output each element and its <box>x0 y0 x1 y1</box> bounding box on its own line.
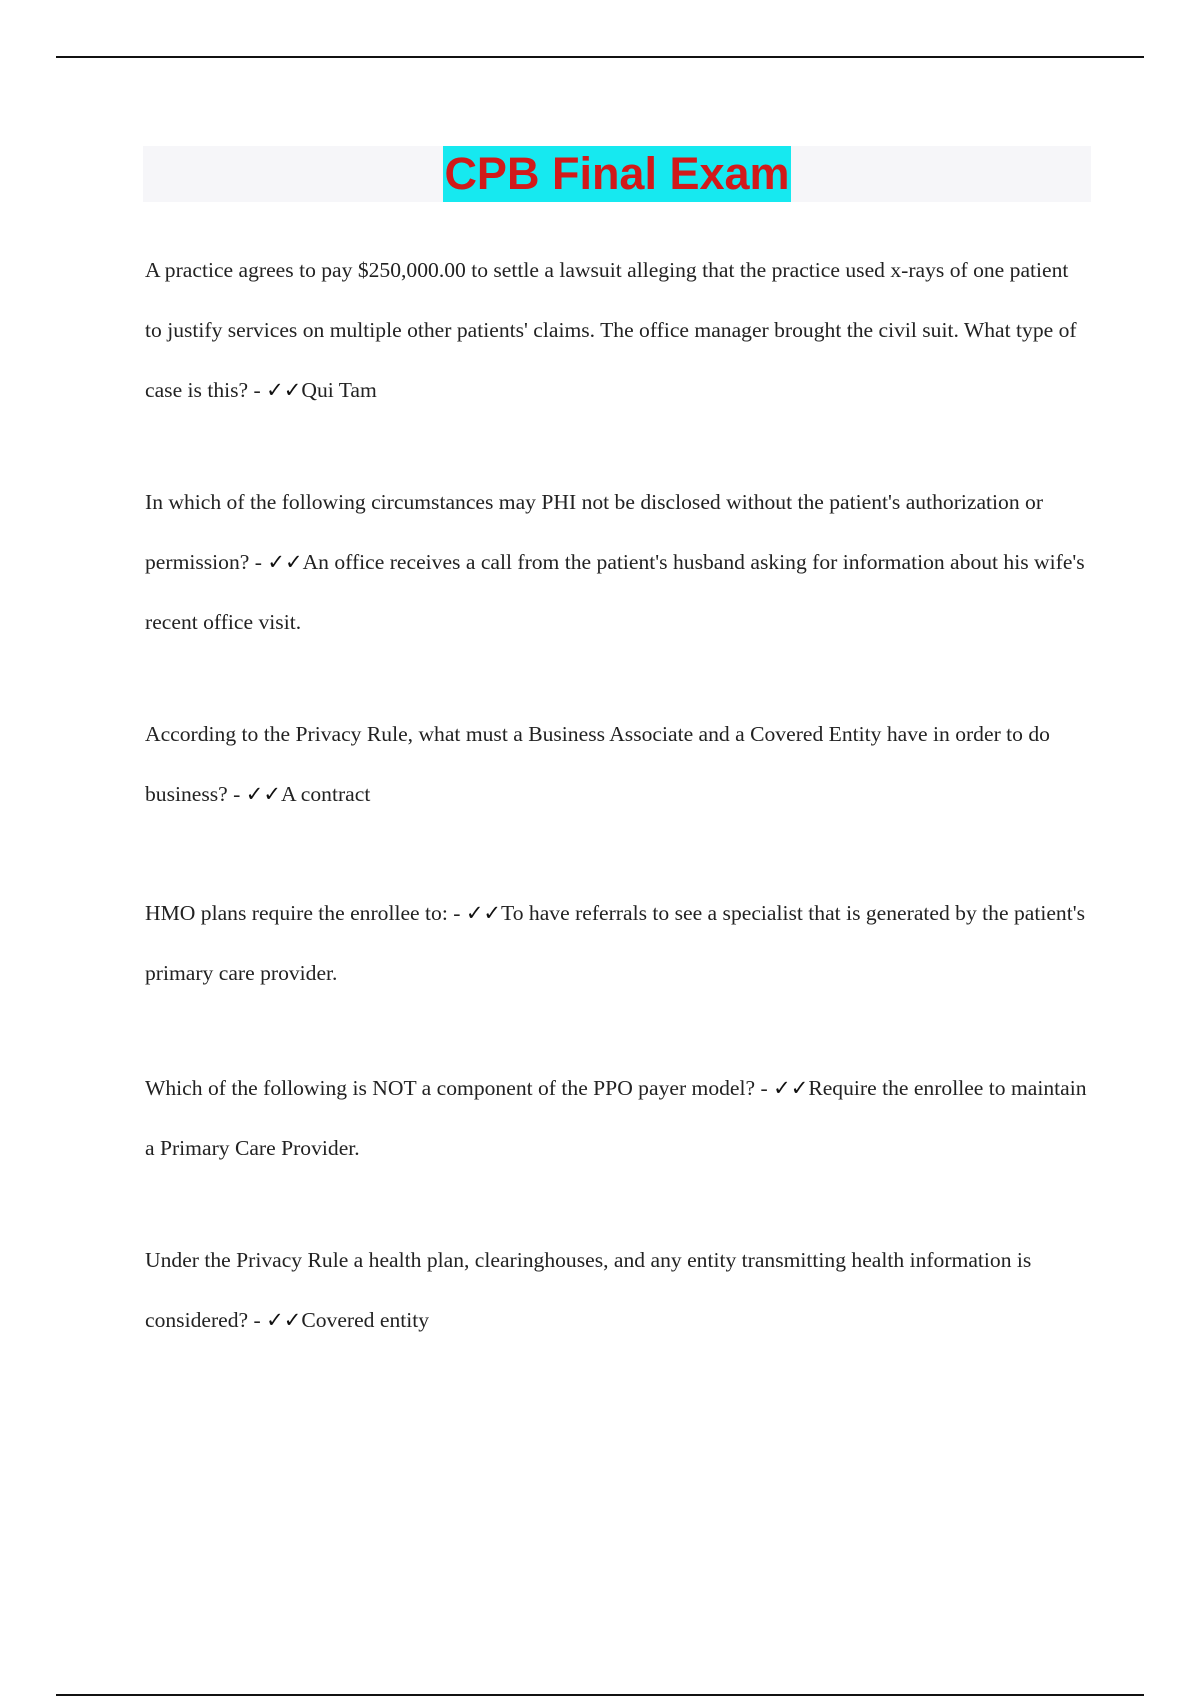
top-rule <box>56 56 1144 58</box>
check-mark-icon: ✓✓ <box>267 550 303 574</box>
question-text: A practice agrees to pay $250,000.00 to settle a lawsuit alleging that the practice used x-rays of one patient to justify services on multiple other patients' claims. The office manager brought the civil suit. What type of case is this? <box>145 258 1077 402</box>
qa-item-2 <box>145 472 1090 652</box>
qa-item-6 <box>145 1230 1090 1350</box>
question-text: Under the Privacy Rule a health plan, clearinghouses, and any entity transmitting health information is considered? <box>145 1248 1032 1332</box>
answer-text: To have referrals to see a specialist that is generated by the patient's primary care provider. <box>145 901 1086 985</box>
answer-text: Covered entity <box>301 1308 430 1332</box>
qa-item-5 <box>145 1058 1090 1178</box>
answer-text: A contract <box>280 782 371 806</box>
separator: - <box>248 1308 267 1332</box>
separator: - <box>227 782 246 806</box>
separator: - <box>447 901 466 925</box>
question-text: In which of the following circumstances may PHI not be disclosed without the patient's authorization or permission? <box>145 490 1044 574</box>
qa-item-4 <box>145 883 1090 1003</box>
qa-item-1 <box>145 240 1090 420</box>
check-mark-icon: ✓✓ <box>465 901 502 925</box>
qa-item-3 <box>145 704 1090 824</box>
bottom-rule <box>56 1694 1144 1696</box>
check-mark-icon: ✓✓ <box>266 378 302 402</box>
check-mark-icon: ✓✓ <box>245 782 281 806</box>
question-text: HMO plans require the enrollee to: <box>145 901 448 925</box>
answer-text: Require the enrollee to maintain a Primary Care Provider. <box>145 1076 1087 1160</box>
separator: - <box>248 378 267 402</box>
page-title: CPB Final Exam <box>443 146 790 202</box>
check-mark-icon: ✓✓ <box>773 1076 809 1100</box>
question-text: According to the Privacy Rule, what must a Business Associate and a Covered Entity have in order to do business? <box>145 722 1050 806</box>
check-mark-icon: ✓✓ <box>266 1308 302 1332</box>
answer-text: Qui Tam <box>301 378 377 402</box>
answer-text: An office receives a call from the patient's husband asking for information about his wife's recent office visit. <box>145 550 1085 634</box>
separator: - <box>249 550 268 574</box>
question-text: Which of the following is NOT a component of the PPO payer model? <box>145 1076 756 1100</box>
title-band <box>143 146 1091 202</box>
separator: - <box>755 1076 774 1100</box>
